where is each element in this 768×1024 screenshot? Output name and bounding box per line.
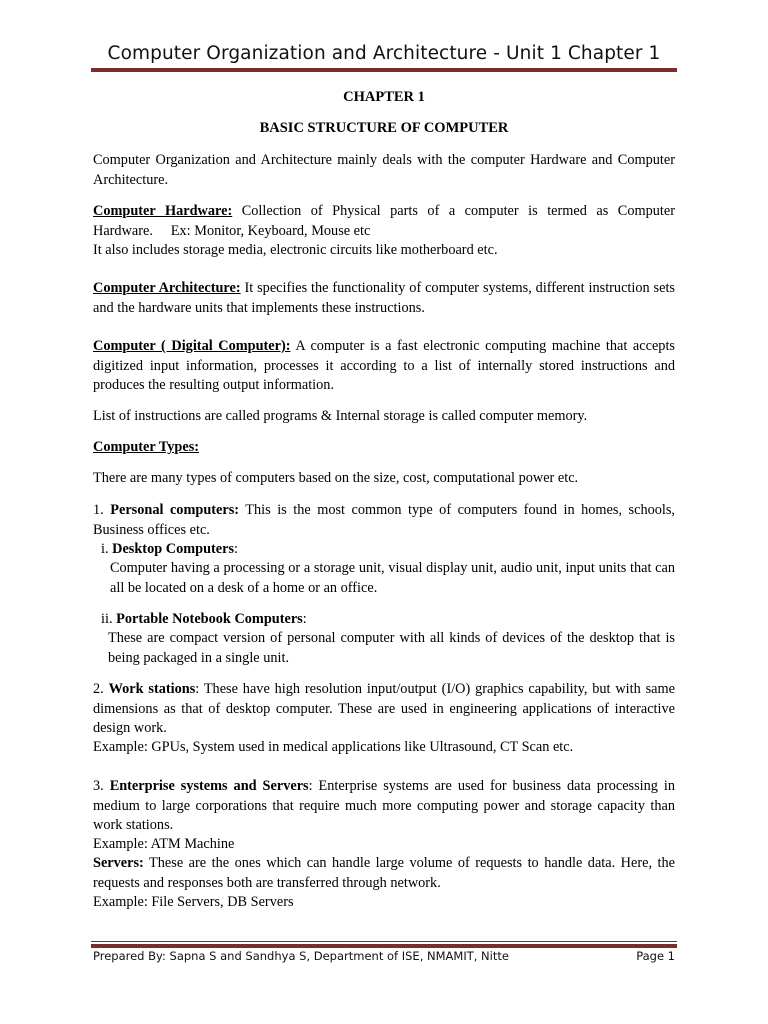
hardware-line3: It also includes storage media, electronic circuits like motherboard etc. bbox=[93, 242, 498, 258]
footer-rule-thin bbox=[91, 941, 677, 942]
hardware-term: Computer Hardware: bbox=[93, 203, 233, 219]
personal-computers-paragraph bbox=[93, 501, 675, 540]
digital-computer-paragraph bbox=[93, 337, 675, 396]
footer-rule-thick bbox=[91, 944, 677, 948]
workstations-number: 2. bbox=[93, 681, 104, 697]
hardware-paragraph bbox=[93, 202, 675, 261]
servers-example: Example: File Servers, DB Servers bbox=[93, 894, 294, 910]
notebook-computers-number: ii. bbox=[101, 611, 113, 627]
architecture-term: Computer Architecture: bbox=[93, 280, 241, 296]
footer-author: Prepared By: Sapna S and Sandhya S, Department of ISE, NMAMIT, Nitte bbox=[93, 949, 509, 963]
desktop-computers-term: Desktop Computers bbox=[112, 541, 235, 557]
hardware-line2: Hardware. Ex: Monitor, Keyboard, Mouse etc bbox=[93, 222, 371, 239]
enterprise-term: Enterprise systems and Servers bbox=[109, 778, 309, 794]
programs-note: List of instructions are called programs & Internal storage is called computer memory. bbox=[93, 408, 588, 424]
personal-computers-number: 1. bbox=[93, 502, 104, 518]
enterprise-example: Example: ATM Machine bbox=[93, 836, 235, 852]
desktop-computers-number: i. bbox=[101, 541, 109, 557]
workstations-paragraph bbox=[93, 680, 675, 739]
enterprise-text: : Enterprise systems are used for business data processing in medium to large corporations that require much more computing power and storage capacity than work stations. bbox=[93, 778, 676, 833]
workstations-term: Work stations bbox=[108, 681, 196, 697]
page-header-title: Computer Organization and Architecture - Unit 1 Chapter 1 bbox=[107, 43, 661, 64]
desktop-computers-text: Computer having a processing or a storage unit, visual display unit, audio unit, input units that can all be located on a desk of a home or an office. bbox=[110, 560, 675, 596]
notebook-computers-term: Portable Notebook Computers bbox=[116, 611, 303, 627]
computer-types-heading: Computer Types: bbox=[93, 439, 200, 455]
servers-term: Servers: bbox=[93, 855, 144, 871]
intro-paragraph: Computer Organization and Architecture mainly deals with the computer Hardware and Computer Architecture. bbox=[93, 152, 675, 188]
workstations-text: : These have high resolution input/output (I/O) graphics capability, but with same dimensions as that of desktop computer. These are used in engineering applications of interactive design work. bbox=[93, 681, 675, 736]
hardware-line1: Collection of Physical parts of a computer is termed as Computer bbox=[241, 203, 675, 219]
chapter-title: BASIC STRUCTURE OF COMPUTER bbox=[259, 120, 509, 136]
workstations-example: Example: GPUs, System used in medical applications like Ultrasound, CT Scan etc. bbox=[93, 739, 574, 755]
architecture-text: It specifies the functionality of computer systems, different instruction sets and the hardware units that implements these instructions. bbox=[93, 280, 675, 316]
chapter-number: CHAPTER 1 bbox=[343, 89, 425, 105]
servers-paragraph bbox=[93, 854, 675, 893]
digital-computer-term: Computer ( Digital Computer): bbox=[93, 338, 291, 354]
enterprise-number: 3. bbox=[93, 778, 104, 794]
notebook-computers-heading: ii. Portable Notebook Computers: bbox=[101, 611, 307, 627]
enterprise-paragraph bbox=[93, 777, 675, 836]
desktop-computers-heading: i. Desktop Computers: bbox=[101, 541, 239, 557]
personal-computers-term: Personal computers: bbox=[110, 502, 240, 518]
architecture-paragraph bbox=[93, 279, 675, 318]
page-number: Page 1 bbox=[636, 949, 675, 963]
digital-computer-text: A computer is a fast electronic computing machine that accepts digitized input information, processes it according to a list of internally stored instructions and produces the resulting output information. bbox=[93, 338, 675, 393]
personal-computers-text: This is the most common type of computers found in homes, schools, Business offices etc. bbox=[93, 502, 675, 538]
header-rule bbox=[91, 68, 677, 72]
servers-text: These are the ones which can handle large volume of requests to handle data. Here, the requests and responses both are transferred through network. bbox=[93, 855, 675, 891]
computer-types-intro: There are many types of computers based on the size, cost, computational power etc. bbox=[93, 470, 579, 486]
notebook-computers-text: These are compact version of personal computer with all kinds of devices of the desktop that is being packaged in a single unit. bbox=[108, 630, 675, 666]
